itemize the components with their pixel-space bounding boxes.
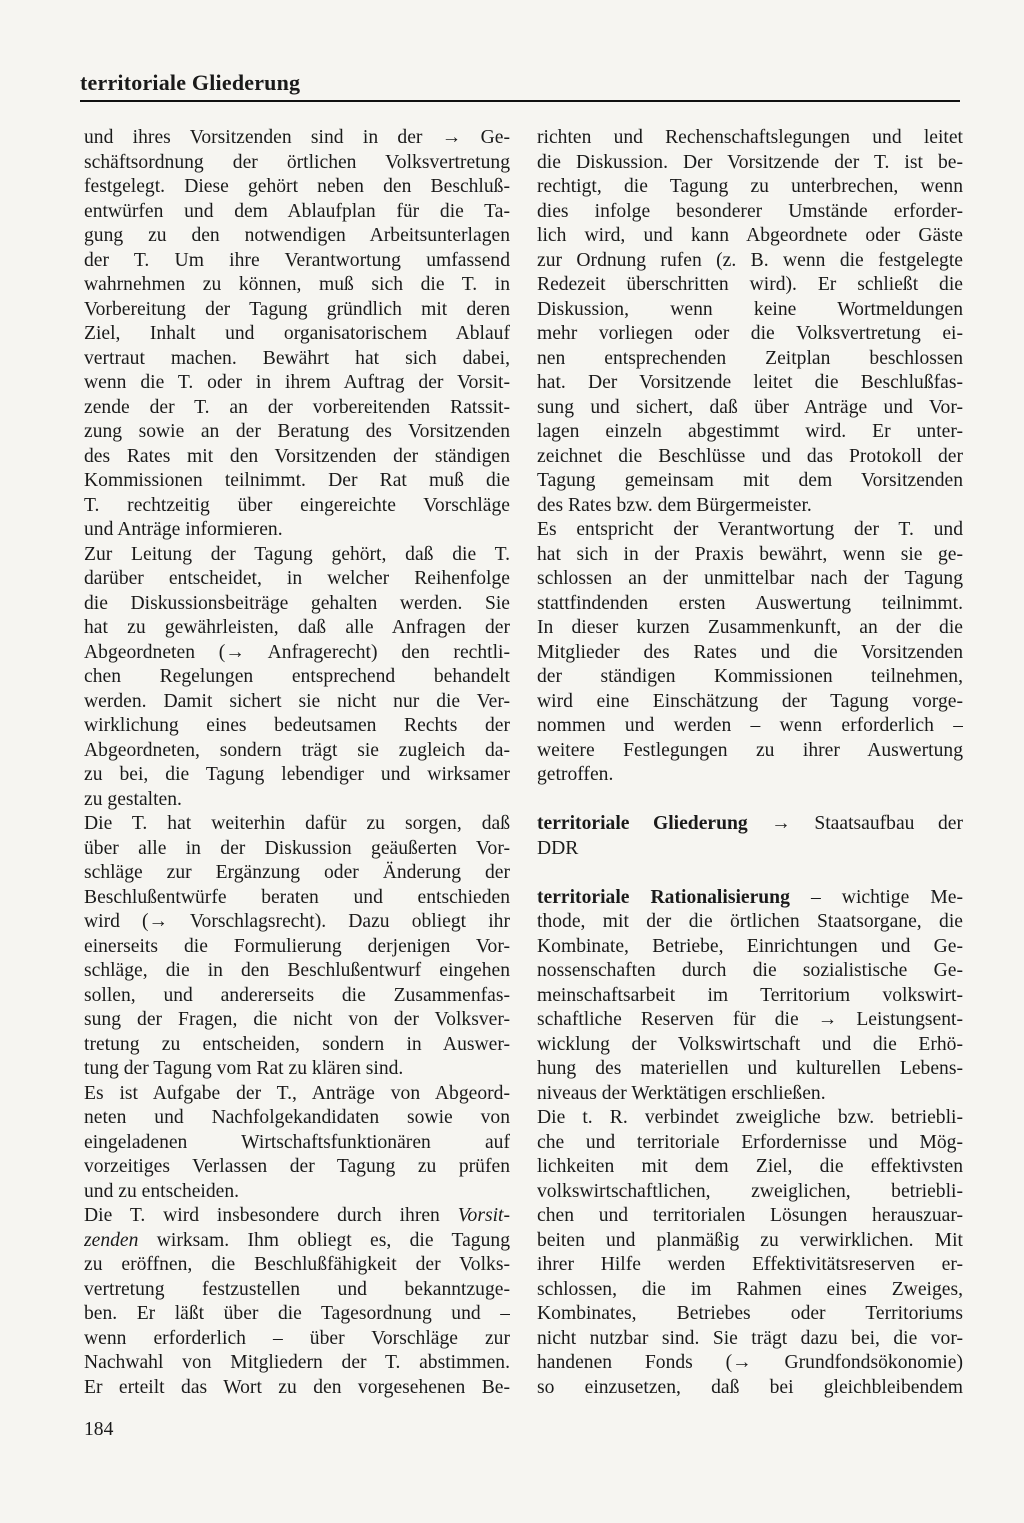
text-line	[537, 126, 963, 151]
line-text: wird eine Einschätzung der Tagung vorge-	[537, 690, 963, 712]
page-number: 184	[84, 1419, 114, 1440]
text-line	[537, 616, 963, 641]
text-line	[84, 1253, 510, 1278]
text-line	[84, 322, 510, 347]
text-line	[537, 273, 963, 298]
text-line	[537, 1057, 963, 1082]
text-line	[537, 714, 963, 739]
line-text: lichkeiten mit dem Ziel, die effektivsten	[537, 1156, 963, 1177]
text-line	[84, 567, 510, 592]
paragraph-gap	[537, 788, 963, 813]
line-text: nen entsprechenden Zeitplan beschlossen	[537, 347, 963, 369]
line-text: des Rates mit den Vorsitzenden der ständigen	[84, 445, 510, 467]
line-text: Ziel, Inhalt und organisatorischem Ablauf	[84, 323, 510, 344]
line-text: hung des materiellen und kulturellen Lebens-	[537, 1058, 963, 1079]
line-text: hat zu gewährleisten, daß alle Anfragen der	[84, 617, 510, 638]
text-line	[84, 910, 510, 935]
text-line	[84, 641, 510, 666]
line-text: sung und sichert, daß über Anträge und Vor-	[537, 396, 963, 418]
text-line	[537, 1106, 963, 1131]
line-text: zung sowie an der Beratung des Vorsitzenden	[84, 421, 510, 442]
text-line	[84, 494, 510, 519]
text-line	[537, 518, 963, 543]
text-line	[537, 396, 963, 421]
text-line	[537, 151, 963, 176]
line-text: die Diskussionsbeiträge gehalten werden. Sie	[84, 592, 510, 614]
text-line	[537, 371, 963, 396]
line-text: weitere Festlegungen zu ihrer Auswertung	[537, 739, 963, 761]
text-line	[537, 1229, 963, 1254]
text-line	[537, 1302, 963, 1327]
line-text: und Anträge informieren.	[84, 519, 283, 540]
line-text: thode, mit der die örtlichen Staatsorgane, die	[537, 911, 963, 932]
line-text: schläge, die in den Beschlußentwurf eingehen	[84, 960, 510, 981]
line-text: schaftliche Reserven für die → Leistungsent-	[537, 1009, 963, 1030]
line-text: einerseits die Formulierung derjenigen Vor-	[84, 935, 510, 957]
line-text: Die T. wird insbesondere durch ihren	[84, 1205, 458, 1226]
text-line	[84, 371, 510, 396]
text-line	[537, 1204, 963, 1229]
text-line	[84, 298, 510, 323]
line-text: zeichnet die Beschlüsse und das Protokoll der	[537, 445, 963, 467]
text-line	[84, 861, 510, 886]
text-line	[84, 1351, 510, 1376]
text-line	[84, 1106, 510, 1131]
line-text: hat sich in der Praxis bewährt, wenn sie ge-	[537, 543, 963, 565]
text-line	[537, 1155, 963, 1180]
line-text: Abgeordneten, sondern trägt sie zugleich da-	[84, 739, 510, 761]
line-text: darüber entscheidet, in welcher Reihenfolge	[84, 568, 510, 589]
text-line	[537, 469, 963, 494]
line-text: → Staatsaufbau der	[747, 813, 963, 834]
line-text: vertraut machen. Bewährt hat sich dabei,	[84, 347, 510, 369]
line-text: wenn die T. oder in ihrem Auftrag der Vorsit-	[84, 372, 510, 393]
text-line	[84, 249, 510, 274]
text-line	[537, 1351, 963, 1376]
line-text: sung der Fragen, die nicht von der Volksver-	[84, 1009, 510, 1030]
line-text: richten und Rechenschaftslegungen und leitet	[537, 127, 963, 148]
line-text: und ihres Vorsitzenden sind in der → Ge-	[84, 127, 510, 148]
text-line	[537, 420, 963, 445]
page-title: territoriale Gliederung	[80, 70, 301, 95]
text-line	[537, 298, 963, 323]
line-text: schlossen, die im Rahmen eines Zweiges,	[537, 1278, 963, 1300]
line-text: nossenschaften durch die sozialistische Ge-	[537, 960, 963, 981]
line-text: zu eröffnen, die Beschlußfähigkeit der Volks-	[84, 1254, 510, 1275]
text-line	[537, 1008, 963, 1033]
line-text: werden. Damit sichert sie nicht nur die Ver-	[84, 690, 510, 712]
line-text: che und territoriale Erfordernisse und Mög-	[537, 1131, 963, 1153]
text-line	[84, 420, 510, 445]
text-line	[537, 1327, 963, 1352]
text-line	[84, 690, 510, 715]
line-text: Die T. hat weiterhin dafür zu sorgen, daß	[84, 813, 510, 834]
line-text: über alle in der Diskussion geäußerten Vor-	[84, 837, 510, 859]
text-line	[537, 641, 963, 666]
line-text: chen und territorialen Lösungen herauszuar-	[537, 1205, 963, 1226]
line-text: vorzeitiges Verlassen der Tagung zu prüfen	[84, 1156, 510, 1177]
text-line	[84, 1278, 510, 1303]
text-line	[537, 763, 963, 788]
line-text: festgelegt. Diese gehört neben den Beschluß-	[84, 176, 510, 197]
text-line	[84, 1302, 510, 1327]
line-text: tung der Tagung vom Rat zu klären sind.	[84, 1058, 404, 1079]
text-line	[537, 1131, 963, 1156]
text-line	[537, 1253, 963, 1278]
text-line	[84, 200, 510, 225]
text-line	[84, 886, 510, 911]
line-text: Es ist Aufgabe der T., Anträge von Abgeord-	[84, 1082, 510, 1104]
line-text: tretung zu entscheiden, sondern in Auswer-	[84, 1033, 510, 1055]
running-header	[80, 70, 960, 102]
text-line	[84, 984, 510, 1009]
line-text: entwürfen und dem Ablaufplan für die Ta-	[84, 200, 510, 222]
line-text: Vorbereitung der Tagung gründlich mit deren	[84, 298, 510, 320]
line-text: mehr vorliegen oder die Volksvertretung ei-	[537, 323, 963, 344]
line-text: der ständigen Kommissionen teilnehmen,	[537, 666, 963, 687]
text-line	[84, 665, 510, 690]
line-text: handenen Fonds (→ Grundfondsökonomie)	[537, 1352, 963, 1373]
line-text: dies infolge besonderer Umstände erforder-	[537, 200, 963, 222]
line-text: wahrnehmen zu können, muß sich die T. in	[84, 274, 510, 295]
text-line	[537, 959, 963, 984]
text-line	[537, 445, 963, 470]
text-line	[84, 1180, 510, 1205]
text-line	[84, 1082, 510, 1107]
line-text: beiten und planmäßig zu verwirklichen. Mit	[537, 1229, 963, 1251]
line-text: stattfindenden ersten Auswertung teilnimmt.	[537, 592, 963, 614]
text-line	[537, 812, 963, 837]
text-line	[537, 665, 963, 690]
line-text: Kombinate, Betriebe, Einrichtungen und Ge-	[537, 935, 963, 957]
text-line	[537, 886, 963, 911]
line-text: schläge zur Ergänzung oder Änderung der	[84, 862, 510, 883]
text-line	[84, 1033, 510, 1058]
line-text: schlossen an der unmittelbar nach der Tagung	[537, 568, 963, 589]
text-line	[537, 322, 963, 347]
line-text: Diskussion, wenn keine Wortmeldungen	[537, 298, 963, 320]
text-line	[84, 592, 510, 617]
line-text: Zur Leitung der Tagung gehört, daß die T.	[84, 543, 510, 565]
line-text: volkswirtschaftlichen, zweiglichen, betriebli-	[537, 1180, 963, 1202]
text-column-right	[537, 126, 963, 1400]
line-text: gung zu den notwendigen Arbeitsunterlagen	[84, 225, 510, 246]
text-line	[537, 567, 963, 592]
line-text: wirksam. Ihm obliegt es, die Tagung	[138, 1229, 510, 1251]
line-text: des Rates bzw. dem Bürgermeister.	[537, 494, 812, 516]
line-text: chen Regelungen entsprechend behandelt	[84, 666, 510, 687]
line-text: der T. Um ihre Verantwortung umfassend	[84, 249, 510, 271]
text-line	[537, 935, 963, 960]
line-text: Redezeit überschritten wird). Er schließt die	[537, 274, 963, 295]
line-text: Er erteilt das Wort zu den vorgesehenen Be-	[84, 1376, 510, 1398]
text-line	[84, 1155, 510, 1180]
line-text: Die t. R. verbindet zweigliche bzw. betriebli-	[537, 1107, 963, 1128]
line-text: die Diskussion. Der Vorsitzende der T. ist be-	[537, 151, 963, 173]
text-line	[537, 910, 963, 935]
text-line	[84, 616, 510, 641]
line-text: hat. Der Vorsitzende leitet die Beschlußfas-	[537, 372, 963, 393]
line-text: wenn erforderlich – über Vorschläge zur	[84, 1327, 510, 1349]
line-text: eingeladenen Wirtschaftsfunktionären auf	[84, 1131, 510, 1153]
text-line	[84, 175, 510, 200]
line-text: Kommissionen teilnimmt. Der Rat muß die	[84, 470, 510, 491]
text-line	[537, 175, 963, 200]
line-text: Tagung gemeinsam mit dem Vorsitzenden	[537, 470, 963, 491]
text-line	[84, 126, 510, 151]
line-text: nicht nutzbar sind. Sie trägt dazu bei, die vor-	[537, 1327, 963, 1349]
paragraph-gap	[537, 861, 963, 886]
line-text: meinschaftsarbeit im Territorium volkswirt-	[537, 984, 963, 1006]
line-text: ihrer Hilfe werden Effektivitätsreserven er-	[537, 1254, 963, 1275]
line-text: neten und Nachfolgekandidaten sowie von	[84, 1107, 510, 1128]
text-line	[84, 469, 510, 494]
text-line	[84, 1008, 510, 1033]
line-text: Abgeordneten (→ Anfragerecht) den rechtli-	[84, 641, 510, 663]
line-text: und zu entscheiden.	[84, 1180, 240, 1202]
text-line	[537, 1082, 963, 1107]
text-line	[537, 224, 963, 249]
line-text: T. rechtzeitig über eingereichte Vorschläge	[84, 494, 510, 516]
emphasis-text: Vorsit-	[457, 1205, 510, 1226]
text-line	[84, 1204, 510, 1229]
line-text: In dieser kurzen Zusammenkunft, an der die	[537, 617, 963, 638]
line-text: Mitglieder des Rates und die Vorsitzenden	[537, 641, 963, 663]
line-text: – wichtige Me-	[789, 886, 963, 908]
line-text: getroffen.	[537, 764, 614, 785]
line-text: wirklichung eines bedeutsamen Rechts der	[84, 715, 510, 736]
entry-term: territoriale Rationalisierung	[537, 886, 790, 908]
entry-term: territoriale Gliederung	[537, 813, 748, 834]
line-text: zu bei, die Tagung lebendiger und wirksamer	[84, 764, 510, 785]
line-text: ben. Er läßt über die Tagesordnung und –	[84, 1303, 510, 1324]
line-text: so einzusetzen, daß bei gleichbleibendem	[537, 1376, 963, 1398]
text-line	[537, 1033, 963, 1058]
text-line	[537, 347, 963, 372]
emphasis-text: zenden	[84, 1229, 139, 1251]
text-line	[537, 739, 963, 764]
text-line	[84, 959, 510, 984]
text-line	[84, 396, 510, 421]
line-text: Kombinates, Betriebes oder Territoriums	[537, 1303, 963, 1324]
text-line	[84, 1131, 510, 1156]
text-line	[537, 1376, 963, 1401]
text-line	[84, 347, 510, 372]
text-line	[84, 1327, 510, 1352]
line-text: rechtigt, die Tagung zu unterbrechen, wenn	[537, 176, 963, 197]
line-text: vertretung festzustellen und bekanntzuge-	[84, 1278, 510, 1300]
line-text: wicklung der Volkswirtschaft und die Erhö-	[537, 1033, 963, 1055]
text-line	[84, 224, 510, 249]
line-text: niveaus der Werktätigen erschließen.	[537, 1082, 826, 1104]
text-line	[84, 935, 510, 960]
text-line	[84, 1376, 510, 1401]
text-line	[537, 837, 963, 862]
text-line	[84, 788, 510, 813]
line-text: lich wird, und kann Abgeordnete oder Gäste	[537, 225, 963, 246]
text-line	[537, 543, 963, 568]
line-text: Es entspricht der Verantwortung der T. und	[537, 519, 963, 540]
text-line	[537, 249, 963, 274]
text-line	[84, 1057, 510, 1082]
text-line	[537, 1180, 963, 1205]
text-line	[537, 592, 963, 617]
line-text: Beschlußentwürfe beraten und entschieden	[84, 886, 510, 908]
text-line	[84, 837, 510, 862]
text-line	[84, 714, 510, 739]
line-text: DDR	[537, 837, 579, 859]
text-line	[84, 273, 510, 298]
text-line	[84, 518, 510, 543]
line-text: zur Ordnung rufen (z. B. wenn die festgelegte	[537, 249, 963, 271]
line-text: nommen und werden – wenn erforderlich –	[537, 715, 963, 736]
text-line	[84, 543, 510, 568]
text-line	[537, 690, 963, 715]
text-line	[84, 763, 510, 788]
text-line	[84, 1229, 510, 1254]
text-column-left	[84, 126, 510, 1400]
line-text: Nachwahl von Mitgliedern der T. abstimmen.	[84, 1352, 510, 1373]
line-text: zu gestalten.	[84, 788, 182, 810]
text-line	[84, 739, 510, 764]
line-text: wird (→ Vorschlagsrecht). Dazu obliegt ihr	[84, 911, 510, 932]
line-text: sollen, und andererseits die Zusammenfas-	[84, 984, 510, 1006]
line-text: schäftsordnung der örtlichen Volksvertretung	[84, 151, 510, 173]
text-line	[537, 494, 963, 519]
text-line	[537, 984, 963, 1009]
line-text: zende der T. an der vorbereitenden Ratssit-	[84, 396, 510, 418]
text-line	[84, 151, 510, 176]
text-line	[84, 812, 510, 837]
text-line	[84, 445, 510, 470]
line-text: lagen einzeln abgestimmt wird. Er unter-	[537, 421, 963, 442]
text-line	[537, 200, 963, 225]
text-line	[537, 1278, 963, 1303]
